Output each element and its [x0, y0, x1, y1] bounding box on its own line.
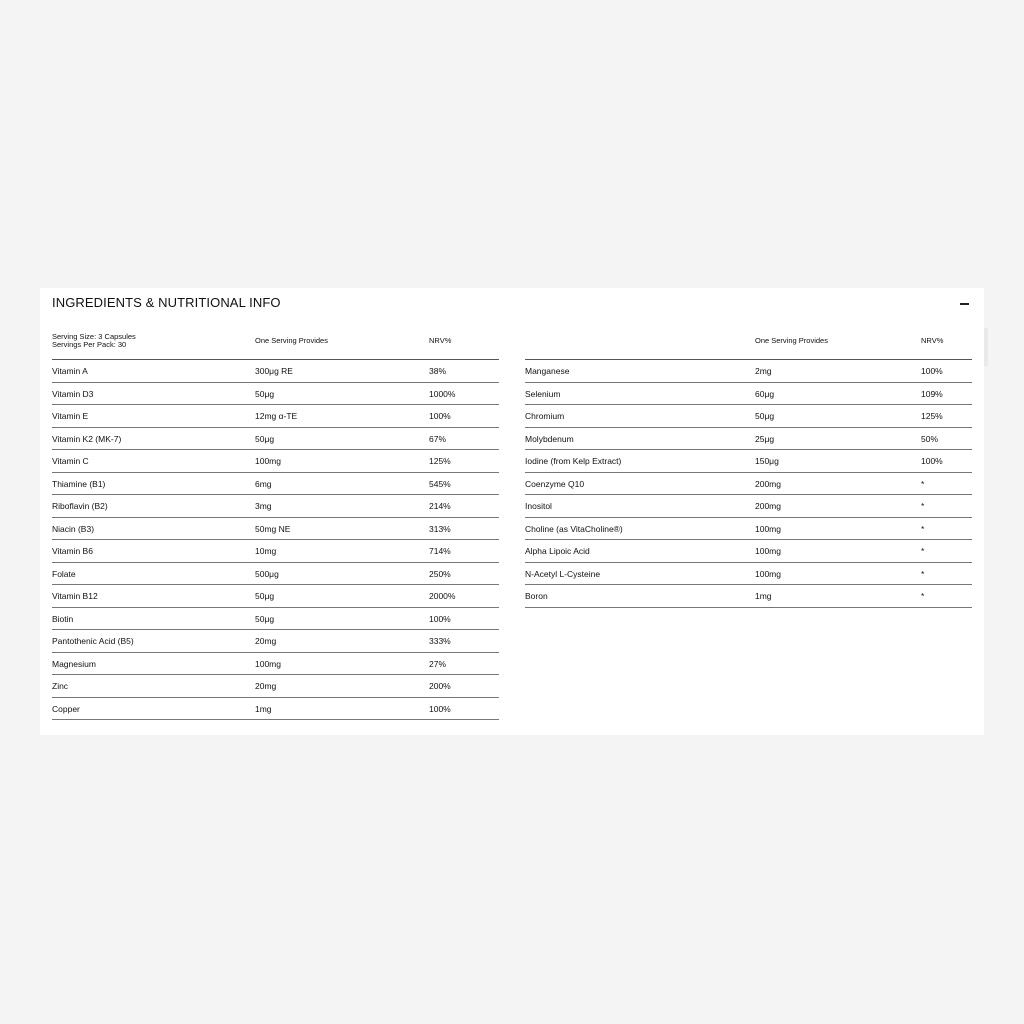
nutrient-amount: 100mg	[755, 546, 781, 556]
nutrient-amount: 20mg	[255, 636, 277, 646]
nutrient-name: Vitamin B12	[52, 591, 98, 601]
nutrient-nrv: 313%	[429, 523, 451, 534]
table-row	[525, 518, 972, 541]
nutrient-name: Vitamin E	[52, 411, 89, 421]
nutrient-nrv: *	[921, 478, 925, 489]
table-row	[52, 653, 499, 676]
nutrition-panel	[40, 288, 984, 735]
nutrient-name: Riboflavin (B2)	[52, 501, 108, 511]
nutrient-nrv: 250%	[429, 568, 451, 579]
nutrient-nrv: *	[921, 501, 925, 511]
table-row	[525, 405, 972, 428]
nutrient-name: Selenium	[525, 388, 561, 399]
column-header-amount: One Serving Provides	[755, 336, 828, 345]
nutrient-name: Alpha Lipoic Acid	[525, 546, 590, 556]
nutrient-name: Vitamin A	[52, 366, 88, 376]
table-row	[525, 383, 972, 406]
nutrient-amount: 2mg	[755, 366, 772, 376]
nutrient-name: Manganese	[525, 366, 570, 376]
nutrient-amount: 50μg	[255, 433, 275, 444]
nutrient-name: N-Acetyl L-Cysteine	[525, 568, 601, 579]
table-row	[52, 608, 499, 631]
nutrient-amount: 12mg α-TE	[255, 411, 298, 421]
nutrient-nrv: 714%	[429, 546, 451, 556]
column-header-amount: One Serving Provides	[255, 336, 328, 345]
nutrient-nrv: *	[921, 523, 925, 534]
table-row	[525, 450, 972, 473]
table-row	[52, 495, 499, 518]
nutrient-amount: 50μg	[255, 591, 275, 601]
servings-per-pack: Servings Per Pack: 30	[52, 340, 127, 349]
nutrient-nrv: 214%	[429, 501, 451, 511]
nutrition-table-left	[52, 332, 499, 720]
table-row	[52, 360, 499, 383]
nutrient-amount: 500μg	[255, 568, 279, 579]
column-header-nrv: NRV%	[921, 336, 944, 345]
nutrient-amount: 10mg	[255, 546, 277, 556]
table-row	[52, 450, 499, 473]
table-row	[52, 473, 499, 496]
scroll-edge	[984, 328, 988, 366]
nutrient-name: Molybdenum	[525, 433, 574, 444]
nutrient-amount: 300μg RE	[255, 366, 293, 376]
nutrient-nrv: 2000%	[429, 591, 456, 601]
nutrient-nrv: 125%	[429, 456, 451, 466]
table-row	[525, 360, 972, 383]
serving-size: Serving Size: 3 Capsules	[52, 332, 136, 341]
nutrient-amount: 100mg	[755, 523, 781, 534]
nutrient-name: Inositol	[525, 501, 552, 511]
nutrient-name: Boron	[525, 591, 548, 601]
nutrient-name: Pantothenic Acid (B5)	[52, 636, 134, 646]
table-row	[52, 428, 499, 451]
nutrient-amount: 25μg	[755, 433, 775, 444]
nutrient-nrv: *	[921, 546, 925, 556]
panel-header[interactable]	[52, 295, 972, 315]
table-body	[52, 360, 499, 720]
nutrient-name: Biotin	[52, 613, 74, 624]
table-row	[525, 428, 972, 451]
nutrient-amount: 1mg	[755, 591, 772, 601]
table-row	[52, 630, 499, 653]
nutrient-nrv: 100%	[921, 456, 943, 466]
nutrient-name: Vitamin B6	[52, 546, 93, 556]
table-row	[525, 495, 972, 518]
nutrient-amount: 200mg	[755, 478, 781, 489]
nutrient-name: Iodine (from Kelp Extract)	[525, 456, 622, 466]
table-row	[52, 675, 499, 698]
nutrient-nrv: 1000%	[429, 388, 456, 399]
nutrient-name: Magnesium	[52, 658, 96, 669]
nutrient-nrv: 67%	[429, 433, 447, 444]
nutrient-amount: 50μg	[255, 388, 275, 399]
nutrient-name: Folate	[52, 568, 76, 579]
nutrient-nrv: *	[921, 591, 925, 601]
nutrient-amount: 3mg	[255, 501, 272, 511]
nutrient-name: Chromium	[525, 411, 565, 421]
nutrient-nrv: 545%	[429, 478, 451, 489]
nutrient-nrv: 100%	[921, 366, 943, 376]
column-header-nrv: NRV%	[429, 336, 452, 345]
nutrient-nrv: 109%	[921, 388, 943, 399]
panel-title: INGREDIENTS & NUTRITIONAL INFO	[52, 295, 281, 310]
nutrient-nrv: *	[921, 568, 925, 579]
nutrient-name: Copper	[52, 703, 80, 714]
nutrient-nrv: 27%	[429, 658, 447, 669]
nutrient-name: Thiamine (B1)	[52, 478, 106, 489]
table-body	[525, 360, 972, 608]
table-row	[52, 585, 499, 608]
table-header	[525, 332, 972, 360]
nutrient-amount: 6mg	[255, 478, 272, 489]
nutrient-nrv: 38%	[429, 366, 447, 376]
nutrient-amount: 150μg	[755, 456, 779, 466]
nutrient-amount: 200mg	[755, 501, 781, 511]
nutrient-amount: 100mg	[755, 568, 781, 579]
table-row	[525, 473, 972, 496]
nutrient-name: Vitamin D3	[52, 388, 94, 399]
table-row	[52, 563, 499, 586]
nutrient-nrv: 50%	[921, 433, 939, 444]
nutrient-amount: 60μg	[755, 388, 775, 399]
serving-info	[52, 333, 136, 349]
table-row	[52, 698, 499, 721]
table-row	[52, 383, 499, 406]
nutrient-nrv: 333%	[429, 636, 451, 646]
nutrient-nrv: 125%	[921, 411, 943, 421]
table-row	[525, 585, 972, 608]
nutrient-amount: 1mg	[255, 703, 272, 714]
nutrient-nrv: 100%	[429, 703, 451, 714]
nutrient-amount: 50μg	[255, 613, 275, 624]
table-row	[52, 405, 499, 428]
nutrition-table-right	[525, 332, 972, 608]
nutrient-amount: 50μg	[755, 411, 775, 421]
nutrient-nrv: 100%	[429, 613, 451, 624]
table-header	[52, 332, 499, 360]
table-row	[52, 540, 499, 563]
nutrient-name: Choline (as VitaCholine®)	[525, 523, 623, 534]
nutrient-name: Zinc	[52, 681, 69, 691]
nutrient-name: Coenzyme Q10	[525, 478, 585, 489]
table-row	[52, 518, 499, 541]
nutrient-nrv: 200%	[429, 681, 451, 691]
nutrient-amount: 20mg	[255, 681, 277, 691]
nutrient-name: Vitamin C	[52, 456, 89, 466]
nutrient-amount: 50mg NE	[255, 523, 291, 534]
nutrient-nrv: 100%	[429, 411, 451, 421]
nutrient-name: Vitamin K2 (MK-7)	[52, 433, 122, 444]
minus-icon[interactable]	[958, 298, 972, 308]
table-row	[525, 540, 972, 563]
table-row	[525, 563, 972, 586]
nutrient-amount: 100mg	[255, 658, 281, 669]
nutrient-amount: 100mg	[255, 456, 281, 466]
nutrient-name: Niacin (B3)	[52, 523, 95, 534]
